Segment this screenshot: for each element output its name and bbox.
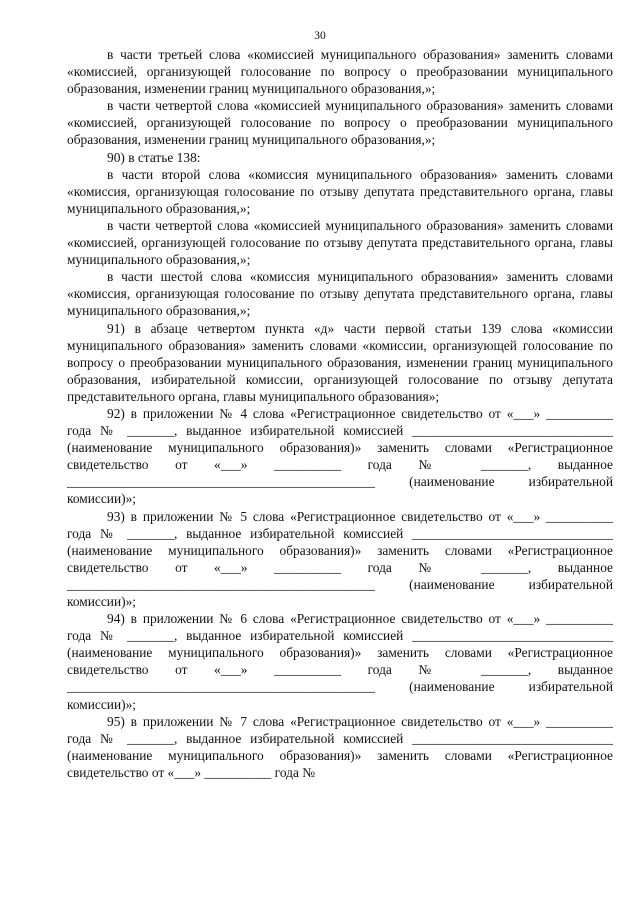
paragraph: в части третьей слова «комиссией муниципального образования» заменить словами «комиссией, организующей голосование по вопросу о преобразовании муниципального образования, изменении границ муниципального образования,»; bbox=[67, 47, 613, 97]
paragraph: 92) в приложении № 4 слова «Регистрационное свидетельство от «___» __________ года № _______, выданное избирательной комиссией ______________________________ (наименование муниципального образования)» заменить словами «Регистрационное свидетельство от «___» __________ года № _______, выданное ______________________________________________ (наименование избирательной комиссии)»; bbox=[67, 405, 613, 507]
paragraph: 95) в приложении № 7 слова «Регистрационное свидетельство от «___» __________ года № _______, выданное избирательной комиссией ______________________________ (наименование муниципального образования)» заменить словами «Регистрационное свидетельство от «___» __________ года № bbox=[67, 713, 613, 780]
paragraph: 94) в приложении № 6 слова «Регистрационное свидетельство от «___» __________ года № _______, выданное избирательной комиссией ______________________________ (наименование муниципального образования)» заменить словами «Регистрационное свидетельство от «___» __________ года № _______, выданное ______________________________________________ (наименование избирательной комиссии)»; bbox=[67, 611, 613, 712]
paragraph: в части второй слова «комиссия муниципального образования» заменить словами «комиссия, организующая голосование по отзыву депутата представительного органа, главы муниципального образования,»; bbox=[67, 166, 613, 216]
document-body bbox=[67, 46, 613, 781]
paragraph: 93) в приложении № 5 слова «Регистрационное свидетельство от «___» __________ года № _______, выданное избирательной комиссией ______________________________ (наименование муниципального образования)» заменить словами «Регистрационное свидетельство от «___» __________ года № _______, выданное ______________________________________________ (наименование избирательной комиссии)»; bbox=[67, 508, 613, 609]
paragraph: 90) в статье 138: bbox=[107, 149, 201, 165]
paragraph: в части четвертой слова «комиссией муниципального образования» заменить словами «комиссией, организующей голосование по вопросу о преобразовании муниципального образования, изменении границ муниципального образования,»; bbox=[67, 98, 613, 148]
paragraph: в части шестой слова «комиссия муниципального образования» заменить словами «комиссия, организующая голосование по отзыву депутата представительного органа, главы муниципального образования,»; bbox=[67, 269, 613, 319]
page-number: 30 bbox=[314, 30, 326, 42]
paragraph: в части четвертой слова «комиссией муниципального образования» заменить словами «комиссией, организующей голосование по отзыву депутата представительного органа, главы муниципального образования,»; bbox=[67, 217, 613, 268]
paragraph: 91) в абзаце четвертом пункта «д» части первой статьи 139 слова «комиссии муниципального образования» заменить словами «комиссии, организующей голосование по вопросу о преобразовании муниципального образования, изменении границ муниципального образования, избирательной комиссии, организующей голосование по отзыву депутата представительного органа, главы муниципального образования»; bbox=[67, 320, 613, 404]
